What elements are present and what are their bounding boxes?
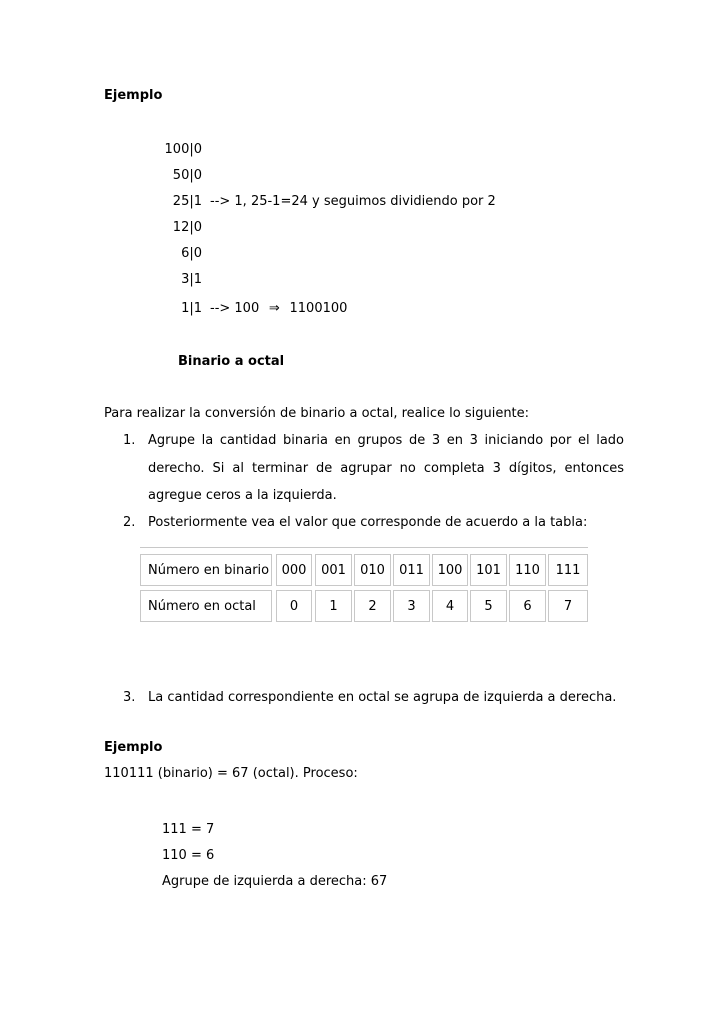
table-cell: 1 <box>315 590 352 622</box>
process-line: Agrupe de izquierda a derecha: 67 <box>162 874 388 889</box>
example-heading: Ejemplo <box>104 740 163 755</box>
example-statement: 110111 (binario) = 67 (octal). Proceso: <box>104 766 358 781</box>
division-value: 1|1 <box>181 301 202 316</box>
division-value: 12|0 <box>172 220 202 235</box>
division-result <box>210 299 347 319</box>
intro-paragraph: Para realizar la conversión de binario a octal, realice lo siguiente: <box>104 406 530 421</box>
table-cell: 000 <box>276 554 312 586</box>
table-cell: 5 <box>470 590 507 622</box>
result-binary: 1100100 <box>289 301 348 316</box>
table-cell: 4 <box>432 590 468 622</box>
division-value: 6|0 <box>181 246 202 261</box>
implies-arrow-icon: ⇒ <box>268 301 280 316</box>
division-note: --> 1, 25-1=24 y seguimos dividiendo por 2 <box>210 194 496 209</box>
list-number: 1. <box>123 433 136 448</box>
table-cell: 010 <box>354 554 391 586</box>
table-cell: 110 <box>509 554 546 586</box>
division-row <box>150 299 550 319</box>
division-row <box>150 270 550 290</box>
division-row <box>150 140 550 160</box>
table-header-cell: Número en octal <box>140 590 272 622</box>
list-number: 3. <box>123 690 136 705</box>
table-cell: 7 <box>548 590 588 622</box>
step-line: agregue ceros a la izquierda. <box>148 488 337 503</box>
step-line: Agrupe la cantidad binaria en grupos de 3 en 3 iniciando por el lado <box>148 433 624 448</box>
step-text: Posteriormente vea el valor que corresponde de acuerdo a la tabla: <box>148 515 588 530</box>
step-text: La cantidad correspondiente en octal se agrupa de izquierda a derecha. <box>148 690 617 705</box>
table-cell: 100 <box>432 554 468 586</box>
division-row <box>150 218 550 238</box>
table-cell: 001 <box>315 554 352 586</box>
division-row <box>150 192 550 212</box>
division-row <box>150 244 550 264</box>
division-row <box>150 166 550 186</box>
table-cell: 011 <box>393 554 430 586</box>
table-cell: 0 <box>276 590 312 622</box>
example-heading: Ejemplo <box>104 88 163 103</box>
process-line: 110 = 6 <box>162 848 215 863</box>
table-cell: 3 <box>393 590 430 622</box>
step-line: derecho. Si al terminar de agrupar no completa 3 dígitos, entonces <box>148 461 624 476</box>
table-cell: 6 <box>509 590 546 622</box>
table-cell: 2 <box>354 590 391 622</box>
result-prefix: --> 100 <box>210 301 260 316</box>
process-line: 111 = 7 <box>162 822 215 837</box>
division-value: 50|0 <box>172 168 202 183</box>
division-value: 25|1 <box>172 194 202 209</box>
table-top-rule <box>140 547 588 548</box>
table-cell: 101 <box>470 554 507 586</box>
list-number: 2. <box>123 515 136 530</box>
section-title: Binario a octal <box>178 354 285 369</box>
division-value: 100|0 <box>164 142 202 157</box>
table-header-cell: Número en binario <box>140 554 272 586</box>
division-value: 3|1 <box>181 272 202 287</box>
table-cell: 111 <box>548 554 588 586</box>
